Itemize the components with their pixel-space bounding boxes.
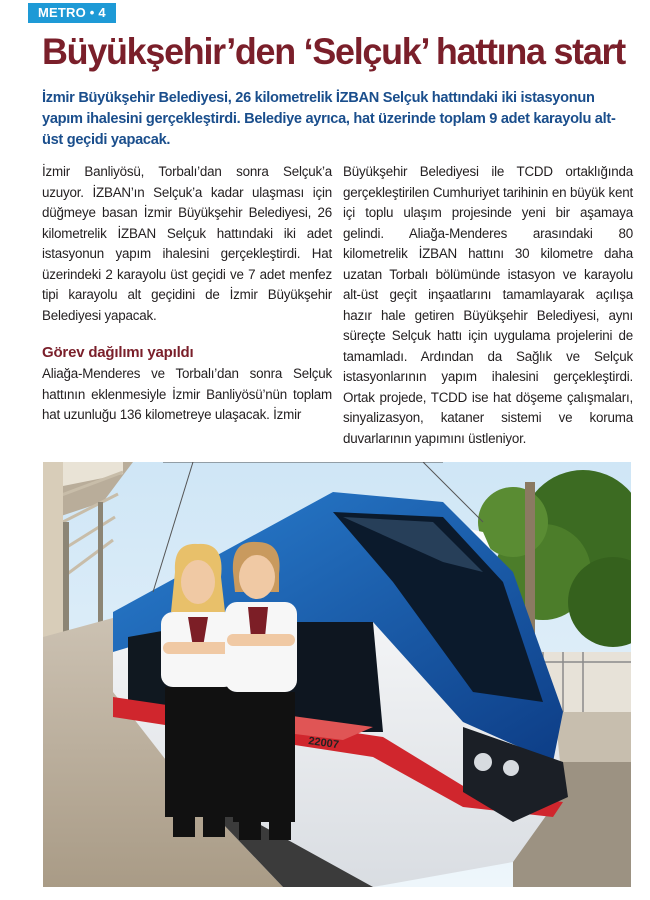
train-photo [43,462,631,887]
body-paragraph-2: Aliağa-Menderes ve Torbalı’dan sonra Selçuk hattının eklenmesiyle İzmir Banliyösü’nün toplam hat uzunluğu 136 kilometreye ulaşacak. İzmir [42,366,332,422]
section-label: METRO • 4 [28,3,116,23]
train-number: 22007 [307,735,340,752]
body-paragraph-1: İzmir Banliyösü, Torbalı’dan sonra Selçuk’a uzuyor. İZBAN’ın Selçuk’a kadar ulaşması için düğmeye basan İzmir Büyükşehir Belediyesi, 26 kilometrelik İZBAN Selçuk hattındaki iki adet istasyonun yapım ihalesini gerçekleştirdi. Hat üzerindeki 2 karayolu üst geçidi ve 7 adet menfez tipi karayolu alt geçidini de İzmir Büyükşehir Belediyesi yapacak. [42,164,332,323]
headline: Büyükşehir’den ‘Selçuk’ hattına start [42,31,625,72]
subheading: Görev dağılımı yapıldı [42,344,194,361]
body-paragraph-3: Büyükşehir Belediyesi ile TCDD ortaklığında gerçekleştirilen Cumhuriyet tarihinin en büyük kent içi toplu ulaşım projesinde yeni bir aşamaya gelindi. Aliağa-Menderes arasındaki 80 kilometrelik İZBAN hattını 30 kilometre daha uzatan Torbalı bölümünde istasyon ve karayolu alt-üst geçit inşaatlarını tamamlayarak açılışa hazır hale getiren Büyükşehir Belediyesi, aynı süreçte Selçuk hattı için uygulama projelerini de tamamladı. Ardından da Sağlık ve Selçuk istasyonlarının yapım ihalesini gerçekleştirdi. Ortak projede, TCDD ise hat döşeme çalışmaları, sinyalizasyon, kataner sistemi ve koruma duvarlarının yapımını üstleniyor. [343,164,633,446]
left-column [42,162,332,426]
right-column [343,162,633,449]
lead-paragraph: İzmir Büyükşehir Belediyesi, 26 kilometrelik İZBAN Selçuk hattındaki iki istasyonun yapım ihalesini gerçekleştirdi. Belediye ayrıca, hat üzerinde toplam 9 adet karayolu alt-üst geçidi yapacak. [42,90,616,148]
